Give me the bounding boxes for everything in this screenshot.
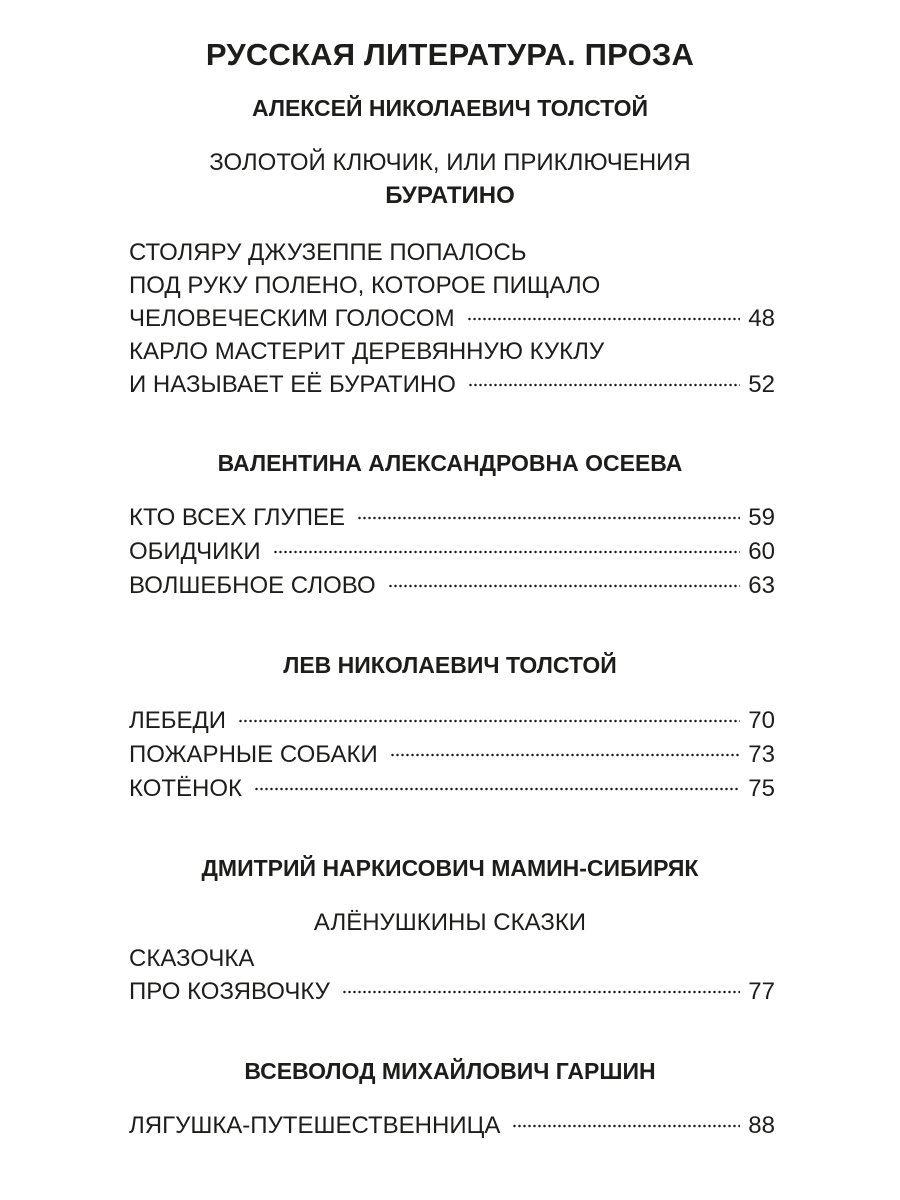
dot-leader bbox=[512, 1123, 740, 1129]
author-name: ЛЕВ НИКОЛАЕВИЧ ТОЛСТОЙ bbox=[283, 652, 617, 678]
toc-entry[interactable] bbox=[129, 738, 775, 771]
toc-entry[interactable] bbox=[129, 772, 775, 805]
work-title-line-1: АЛЁНУШКИНЫ СКАЗКИ bbox=[313, 909, 587, 936]
toc-entry-title: ВОЛШЕБНОЕ СЛОВО bbox=[129, 572, 376, 599]
author-name: АЛЕКСЕЙ НИКОЛАЕВИЧ ТОЛСТОЙ bbox=[251, 95, 649, 121]
dot-leader bbox=[390, 752, 741, 758]
toc-entry[interactable] bbox=[129, 535, 775, 568]
page-number: 63 bbox=[748, 572, 775, 599]
toc-entry[interactable] bbox=[129, 236, 775, 335]
page-number: 73 bbox=[748, 741, 775, 768]
dot-leader bbox=[467, 316, 741, 322]
toc-entry-title: ЧЕЛОВЕЧЕСКИМ ГОЛОСОМ bbox=[129, 305, 455, 332]
dot-leader bbox=[357, 515, 740, 521]
page-number: 48 bbox=[748, 305, 775, 332]
dot-leader bbox=[273, 549, 741, 555]
work-title bbox=[0, 906, 900, 939]
author-name: ВСЕВОЛОД МИХАЙЛОВИЧ ГАРШИН bbox=[244, 1058, 656, 1084]
dot-leader bbox=[468, 382, 740, 388]
page-number: 88 bbox=[748, 1112, 775, 1139]
work-title-line-2: БУРАТИНО bbox=[385, 182, 515, 209]
toc-entry-title: КОТЁНОК bbox=[129, 775, 243, 802]
page-number: 52 bbox=[748, 371, 775, 398]
toc-entry-title: И НАЗЫВАЕТ ЕЁ БУРАТИНО bbox=[129, 371, 456, 398]
toc-entry-line: СТОЛЯРУ ДЖУЗЕППЕ ПОПАЛОСЬ bbox=[129, 239, 527, 266]
toc-entry-line: КАРЛО МАСТЕРИТ ДЕРЕВЯННУЮ КУКЛУ bbox=[129, 338, 605, 365]
page-number: 60 bbox=[748, 538, 775, 565]
work-title bbox=[0, 146, 900, 212]
dot-leader bbox=[254, 786, 740, 792]
toc-entry[interactable] bbox=[129, 569, 775, 602]
work-title-line-1: ЗОЛОТОЙ КЛЮЧИК, ИЛИ ПРИКЛЮЧЕНИЯ bbox=[209, 149, 691, 176]
toc-entry[interactable] bbox=[129, 335, 775, 401]
dot-leader bbox=[342, 989, 740, 995]
toc-entry[interactable] bbox=[129, 501, 775, 534]
author-name: ВАЛЕНТИНА АЛЕКСАНДРОВНА ОСЕЕВА bbox=[217, 450, 683, 476]
toc-entry-title: ЛЯГУШКА-ПУТЕШЕСТВЕННИЦА bbox=[129, 1112, 501, 1139]
toc-entry-line: СКАЗОЧКА bbox=[129, 945, 255, 972]
page-number: 70 bbox=[748, 707, 775, 734]
page-number: 75 bbox=[748, 775, 775, 802]
toc-entry-line: ПОД РУКУ ПОЛЕНО, КОТОРОЕ ПИЩАЛО bbox=[129, 272, 601, 299]
toc-entry[interactable] bbox=[129, 704, 775, 737]
toc-entry-title: ЛЕБЕДИ bbox=[129, 707, 227, 734]
section-title: РУССКАЯ ЛИТЕРАТУРА. ПРОЗА bbox=[205, 37, 695, 72]
dot-leader bbox=[388, 583, 741, 589]
toc-entry-title: КТО ВСЕХ ГЛУПЕЕ bbox=[129, 504, 346, 531]
author-name: ДМИТРИЙ НАРКИСОВИЧ МАМИН-СИБИРЯК bbox=[201, 855, 699, 881]
toc-entry[interactable] bbox=[129, 1109, 775, 1142]
toc-entry-title: ПОЖАРНЫЕ СОБАКИ bbox=[129, 741, 378, 768]
toc-entry[interactable] bbox=[129, 942, 775, 1008]
dot-leader bbox=[238, 718, 740, 724]
toc-entry-title: ПРО КОЗЯВОЧКУ bbox=[129, 978, 330, 1005]
page-number: 59 bbox=[748, 504, 775, 531]
page-number: 77 bbox=[748, 978, 775, 1005]
toc-entry-title: ОБИДЧИКИ bbox=[129, 538, 261, 565]
